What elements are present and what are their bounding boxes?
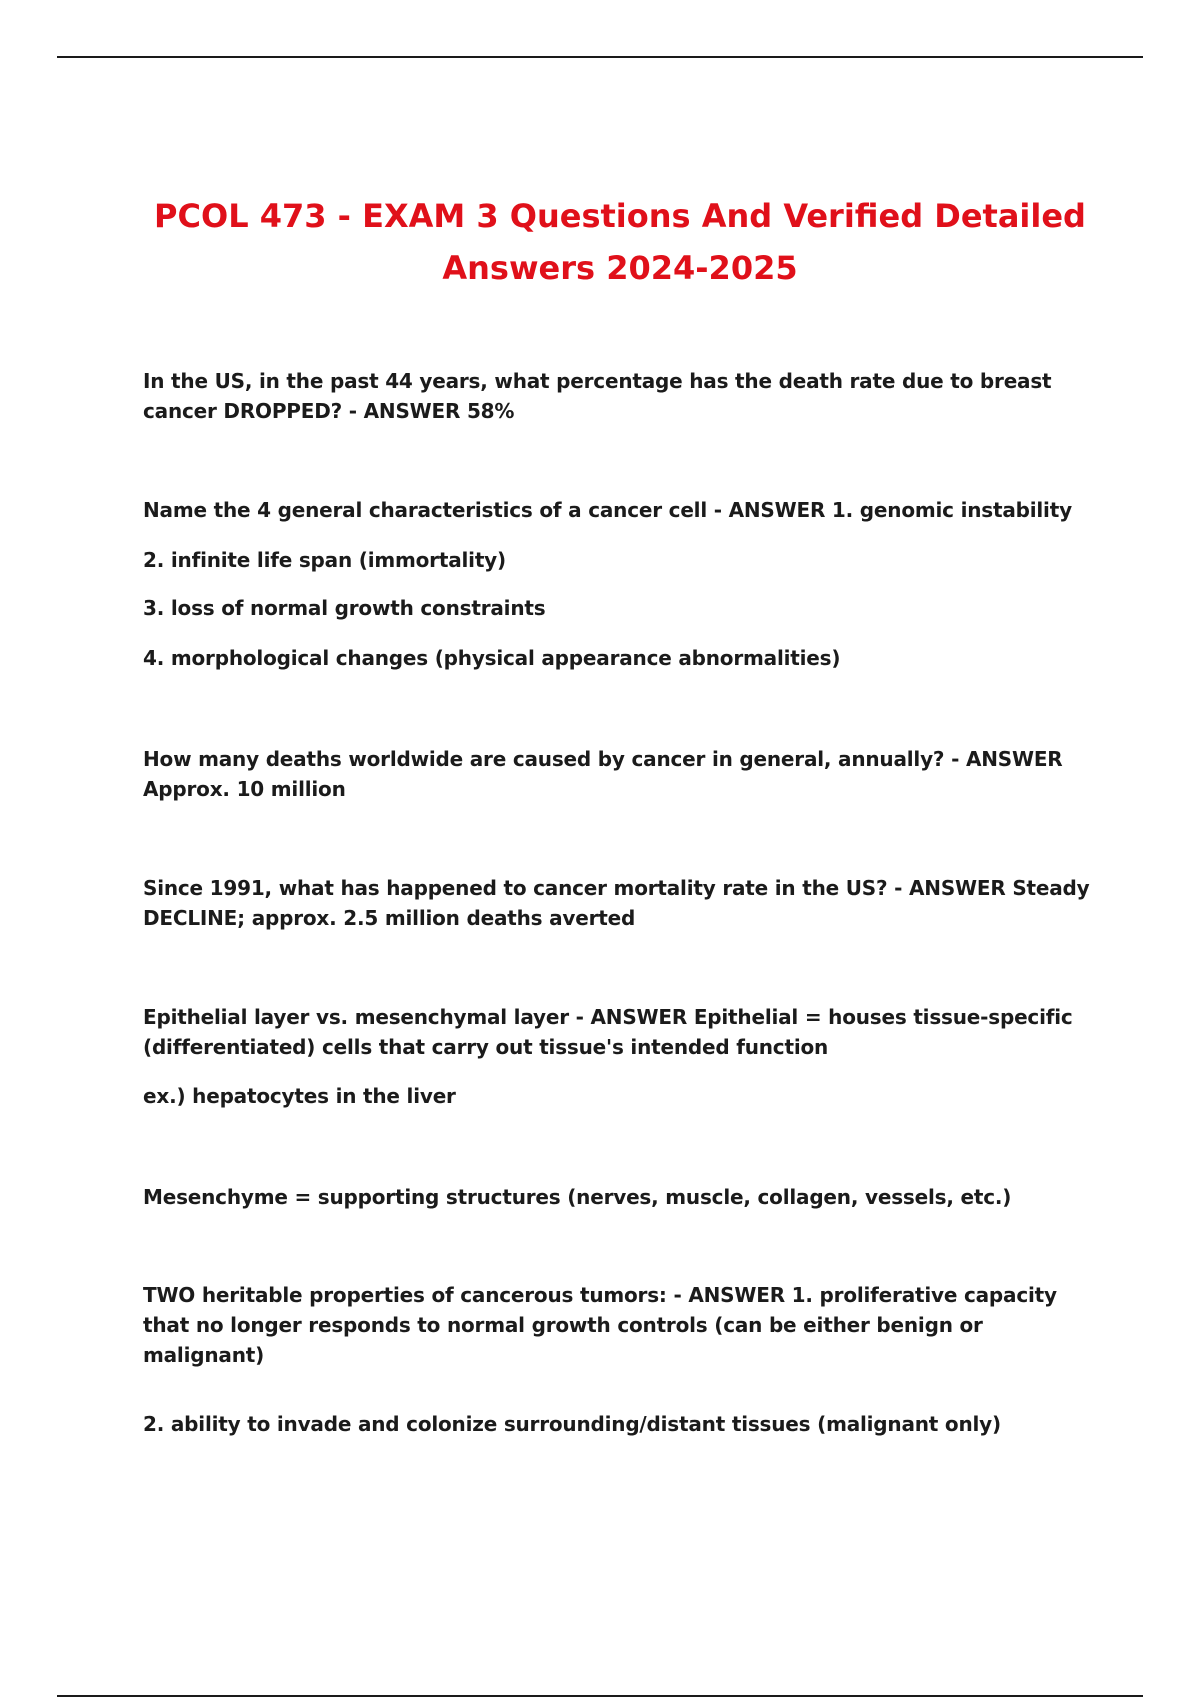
- paragraph-heritable-properties: TWO heritable properties of cancerous tumors: - ANSWER 1. proliferative capacity that no longer responds to normal growth controls (can be either benign or malignant): [143, 1283, 1057, 1367]
- paragraph-worldwide-deaths: How many deaths worldwide are caused by cancer in general, annually? - ANSWER Approx. 10 million: [143, 747, 1063, 801]
- bottom-divider: [57, 1695, 1143, 1697]
- paragraph-mesenchyme-definition: Mesenchyme = supporting structures (nerves, muscle, collagen, vessels, etc.): [143, 1185, 1012, 1209]
- paragraph-mortality-since-1991: Since 1991, what has happened to cancer mortality rate in the US? - ANSWER Steady DECLINE; approx. 2.5 million deaths averted: [143, 876, 1090, 930]
- paragraph-invade-colonize: 2. ability to invade and colonize surrounding/distant tissues (malignant only): [143, 1412, 1001, 1436]
- paragraph-breast-cancer-question: In the US, in the past 44 years, what percentage has the death rate due to breast cancer DROPPED? - ANSWER 58%: [143, 369, 1052, 423]
- paragraph-list-item-4: 4. morphological changes (physical appearance abnormalities): [143, 646, 841, 670]
- paragraph-hepatocytes-example: ex.) hepatocytes in the liver: [143, 1084, 456, 1108]
- paragraph-list-item-3: 3. loss of normal growth constraints: [143, 596, 546, 620]
- paragraph-epithelial-vs-mesenchymal: Epithelial layer vs. mesenchymal layer - ANSWER Epithelial = houses tissue-specific (differentiated) cells that carry out tissue's intended function: [143, 1005, 1073, 1059]
- paragraph-cancer-cell-characteristics: Name the 4 general characteristics of a cancer cell - ANSWER 1. genomic instability: [143, 498, 1072, 522]
- paragraph-list-item-2: 2. infinite life span (immortality): [143, 548, 506, 572]
- document-title: PCOL 473 - EXAM 3 Questions And Verified Detailed Answers 2024-2025: [154, 197, 1086, 287]
- top-divider: [57, 56, 1143, 58]
